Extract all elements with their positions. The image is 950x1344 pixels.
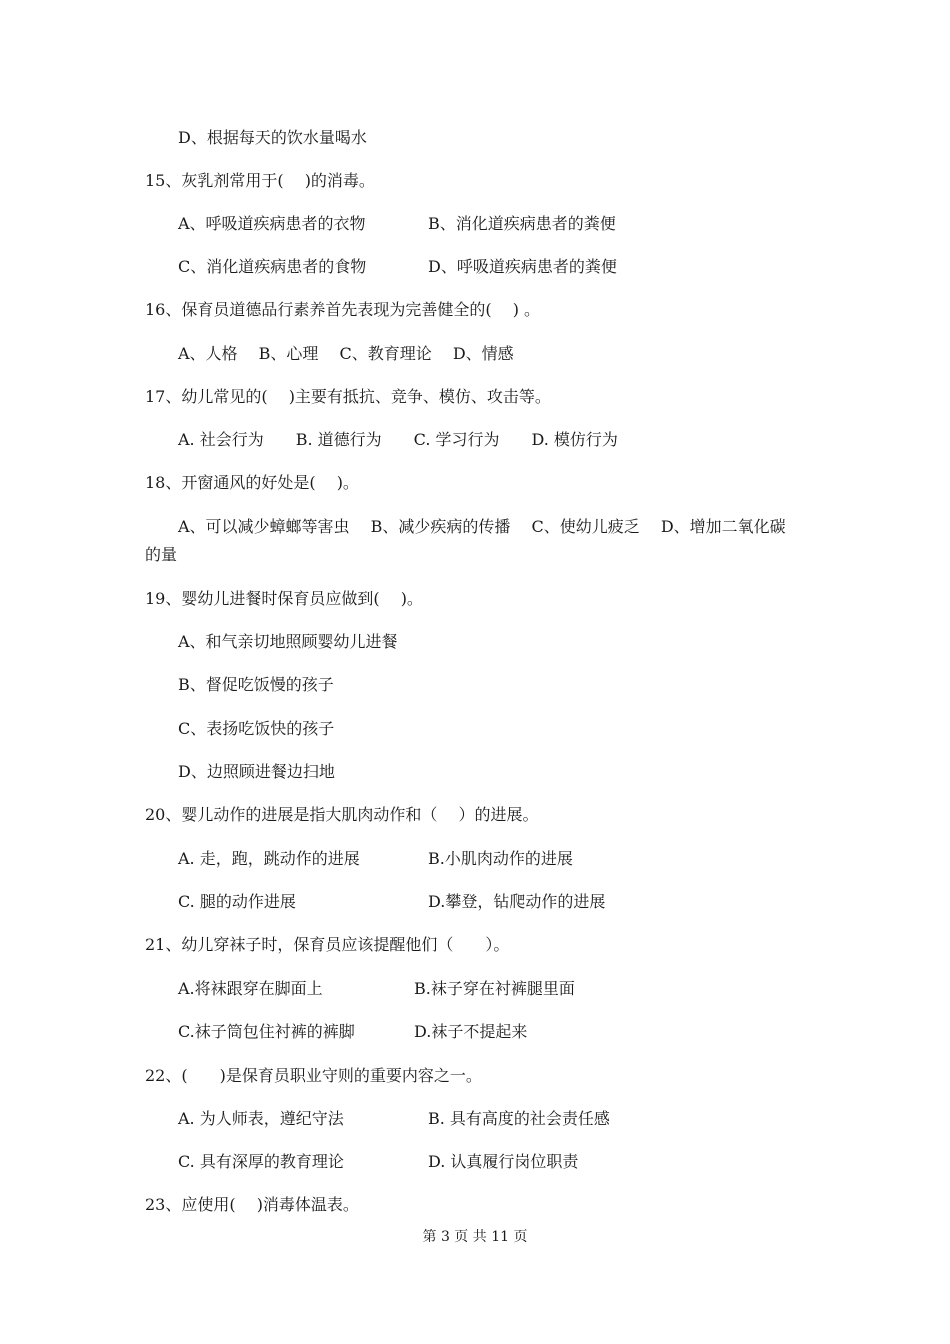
question-19: 19、婴幼儿进餐时保育员应做到( )。 bbox=[145, 589, 423, 608]
options-18: A、可以减少蟑螂等害虫 B、减少疾病的传播 C、使幼儿疲乏 D、增加二氧化碳 bbox=[178, 517, 786, 536]
option-21-c: C.袜子筒包住衬裤的裤脚 bbox=[178, 1022, 355, 1041]
options-18-continuation: 的量 bbox=[145, 545, 178, 564]
option-21-a: A.将袜跟穿在脚面上 bbox=[178, 979, 323, 998]
option-19-a: A、和气亲切地照顾婴幼儿进餐 bbox=[178, 632, 398, 651]
page-footer: 第 3 页 共 11 页 bbox=[422, 1229, 528, 1245]
option-22-c: C. 具有深厚的教育理论 bbox=[178, 1152, 344, 1171]
option-22-a: A. 为人师表，遵纪守法 bbox=[178, 1109, 344, 1128]
option-14-d: D、根据每天的饮水量喝水 bbox=[178, 128, 367, 147]
question-20: 20、婴儿动作的进展是指大肌肉动作和（ ）的进展。 bbox=[145, 805, 539, 824]
option-15-c: C、消化道疾病患者的食物 bbox=[178, 257, 367, 276]
option-20-a: A. 走，跑，跳动作的进展 bbox=[178, 849, 360, 868]
option-20-d: D.攀登，钻爬动作的进展 bbox=[428, 892, 606, 911]
option-20-c: C. 腿的动作进展 bbox=[178, 892, 296, 911]
option-21-b: B.袜子穿在衬裤腿里面 bbox=[414, 979, 575, 998]
question-18: 18、开窗通风的好处是( )。 bbox=[145, 473, 359, 492]
option-21-d: D.袜子不提起来 bbox=[414, 1022, 528, 1041]
option-15-b: B、消化道疾病患者的粪便 bbox=[428, 214, 616, 233]
option-22-b: B. 具有高度的社会责任感 bbox=[428, 1109, 610, 1128]
option-15-a: A、呼吸道疾病患者的衣物 bbox=[178, 214, 366, 233]
question-17: 17、幼儿常见的( )主要有抵抗、竞争、模仿、攻击等。 bbox=[145, 387, 551, 406]
option-15-d: D、呼吸道疾病患者的粪便 bbox=[428, 257, 617, 276]
options-17: A. 社会行为 B. 道德行为 C. 学习行为 D. 模仿行为 bbox=[178, 430, 618, 449]
question-23: 23、应使用( )消毒体温表。 bbox=[145, 1195, 359, 1214]
question-22: 22、( )是保育员职业守则的重要内容之一。 bbox=[145, 1066, 482, 1085]
option-19-d: D、边照顾进餐边扫地 bbox=[178, 762, 335, 781]
question-21: 21、幼儿穿袜子时，保育员应该提醒他们（ ）。 bbox=[145, 935, 510, 954]
option-19-b: B、督促吃饭慢的孩子 bbox=[178, 675, 334, 694]
options-16: A、人格 B、心理 C、教育理论 D、情感 bbox=[178, 344, 514, 363]
option-22-d: D. 认真履行岗位职责 bbox=[428, 1152, 579, 1171]
option-19-c: C、表扬吃饭快的孩子 bbox=[178, 719, 335, 738]
question-15: 15、灰乳剂常用于( )的消毒。 bbox=[145, 171, 375, 190]
question-16: 16、保育员道德品行素养首先表现为完善健全的( ) 。 bbox=[145, 300, 541, 319]
option-20-b: B.小肌肉动作的进展 bbox=[428, 849, 573, 868]
